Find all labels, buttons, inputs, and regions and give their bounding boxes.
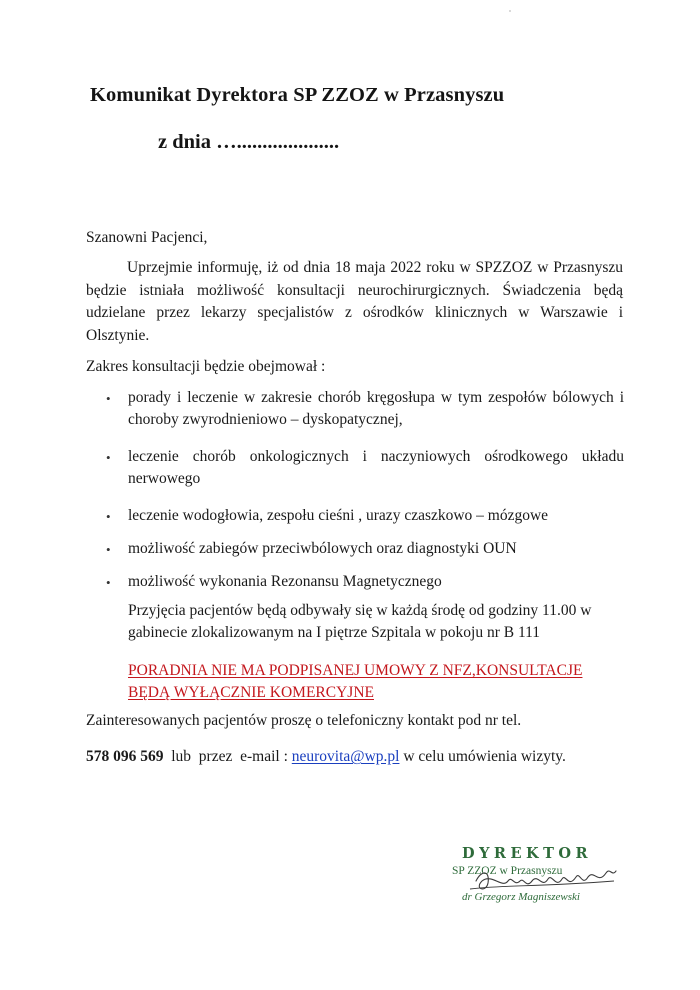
scope-list-item: możliwość zabiegów przeciwbólowych oraz diagnostyki OUN [128,540,517,557]
admission-paragraph: Przyjęcia pacjentów będą odbywały się w każdą środę od godziny 11.00 w gabinecie zlokalizowanym na I piętrze Szpitala w pokoju nr B 111 [128,602,592,641]
contact-tail-text: w celu umówienia wizyty. [399,748,566,765]
bullet-marker: • [106,542,111,557]
stamp-title: DYREKTOR [462,845,593,862]
commercial-notice: PORADNIA NIE MA PODPISANEJ UMOWY Z NFZ,KONSULTACJE BĘDĄ WYŁĄCZNIE KOMERCYJNE [128,662,583,701]
document-date-line: z dnia ….................... [158,131,340,153]
scan-artifact-mark [507,8,513,14]
stamp-organization: SP ZZOZ w Przasnyszu [452,865,563,877]
bullet-marker: • [106,450,111,465]
greeting: Szanowni Pacjenci, [86,229,208,246]
stamp-signatory-name: dr Grzegorz Magniszewski [462,891,580,903]
bullet-marker: • [106,575,111,590]
scope-list-item: leczenie wodogłowia, zespołu cieśni , urazy czaszkowo – mózgowe [128,507,549,524]
scope-list-item: możliwość wykonania Rezonansu Magnetycznego [128,573,442,590]
bullet-marker: • [106,391,111,406]
contact-connector-text: lub przez e-mail : [163,748,292,765]
director-stamp [448,845,618,915]
scope-label: Zakres konsultacji będzie obejmował : [86,358,326,375]
email-link[interactable]: neurovita@wp.pl [291,748,400,765]
phone-number: 578 096 569 [86,748,164,765]
contact-intro: Zainteresowanych pacjentów proszę o telefoniczny kontakt pod nr tel. [86,712,522,729]
intro-paragraph: Uprzejmie informuję, iż od dnia 18 maja 2022 roku w SPZZOZ w Przasnyszu będzie istniała możliwość konsultacji neurochirurgicznych. Świadczenia będą udzielane przez lekarzy specjalistów z ośrodków klinicznych w Warszawie i Olsztynie. [86,259,623,344]
scope-list-item: leczenie chorób onkologicznych i naczyniowych ośrodkowego układu nerwowego [128,448,624,487]
scope-list-item: porady i leczenie w zakresie chorób kręgosłupa w tym zespołów bólowych i choroby zwyrodnieniowo – dyskopatycznej, [128,389,624,428]
contact-line [86,748,566,766]
document-title: Komunikat Dyrektora SP ZZOZ w Przasnyszu [90,84,505,106]
bullet-marker: • [106,509,111,524]
